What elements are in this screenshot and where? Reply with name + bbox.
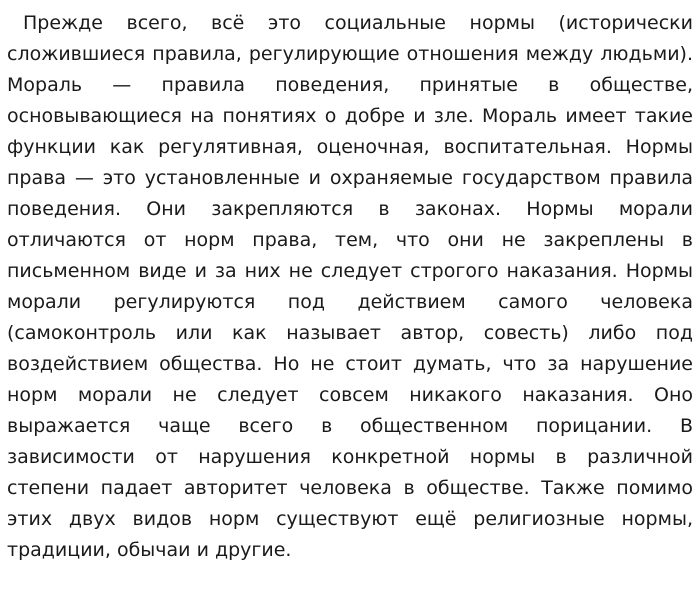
document-body [7,8,693,566]
essay-paragraph: Прежде всего, всё это социальные нормы (исторически сложившиеся правила, регулирующие отношения между людьми). Мораль — правила поведения, принятые в обществе, основывающиеся на понятиях о добре и зле. Мораль имеет такие функции как регулятивная, оценочная, воспитательная. Нормы права — это установленные и охраняемые государством правила поведения. Они закрепляются в законах. Нормы морали отличаются от норм права, тем, что они не закреплены в письменном виде и за них не следует строгого наказания. Нормы морали регулируются под действием самого человека (самоконтроль или как называет автор, совесть) либо под воздействием общества. Но не стоит думать, что за нарушение норм морали не следует совсем никакого наказания. Оно выражается чаще всего в общественном порицании. В зависимости от нарушения конкретной нормы в различной степени падает авторитет человека в обществе. Также помимо этих двух видов норм существуют ещё религиозные нормы, традиции, обычаи и другие. [7,12,693,561]
